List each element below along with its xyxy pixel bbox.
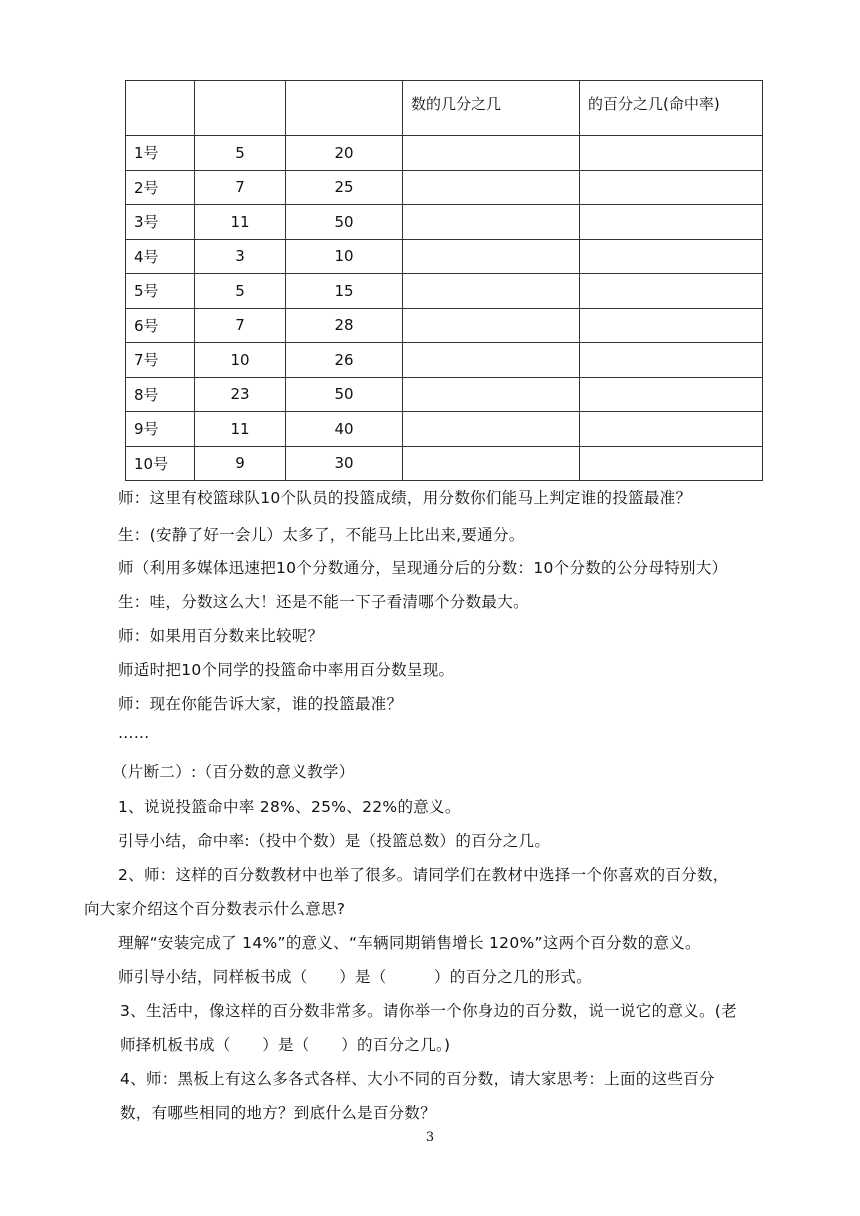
table-cell: 5: [195, 274, 286, 309]
table-cell: [580, 274, 763, 309]
table-cell: 9: [195, 446, 286, 481]
paragraph-line: ……: [118, 724, 150, 742]
header-cell: 数的几分之几: [403, 81, 580, 136]
paragraph-line: 生：哇，分数这么大！还是不能一下子看清哪个分数最大。: [118, 593, 529, 611]
table-cell: 28: [286, 308, 403, 343]
paragraph-line: 师：现在你能告诉大家，谁的投篮最准？: [118, 695, 403, 713]
table-row: [126, 170, 763, 205]
table-cell: 15: [286, 274, 403, 309]
table-cell: 20: [286, 136, 403, 171]
table-cell: 4号: [126, 239, 195, 274]
table-cell: 5: [195, 136, 286, 171]
table-cell: [403, 412, 580, 447]
section-heading: （片断二）:（百分数的意义教学）: [112, 763, 355, 781]
table-cell: 11: [195, 412, 286, 447]
table-row: [126, 205, 763, 240]
table-cell: 7: [195, 170, 286, 205]
table-cell: 40: [286, 412, 403, 447]
table-cell: 7号: [126, 343, 195, 378]
table-cell: 10号: [126, 446, 195, 481]
table-cell: [580, 446, 763, 481]
table-cell: [403, 343, 580, 378]
table-cell: 6号: [126, 308, 195, 343]
table-cell: [580, 343, 763, 378]
table-cell: 10: [286, 239, 403, 274]
table-cell: 3: [195, 239, 286, 274]
table-cell: [403, 205, 580, 240]
table-cell: [403, 446, 580, 481]
table-cell: 30: [286, 446, 403, 481]
table-cell: [403, 170, 580, 205]
shooting-scores-table: [125, 80, 763, 481]
table-row: [126, 343, 763, 378]
table-cell: [580, 205, 763, 240]
header-cell: [195, 81, 286, 136]
table-cell: 2号: [126, 170, 195, 205]
page-number: 3: [425, 1130, 435, 1145]
table-cell: [403, 308, 580, 343]
paragraph-line: 向大家介绍这个百分数表示什么意思?: [84, 900, 346, 918]
paragraph-line: 师：这里有校篮球队10个队员的投篮成绩，用分数你们能马上判定谁的投篮最准？: [118, 489, 692, 507]
header-cell: [286, 81, 403, 136]
paragraph-line: 生：(安静了好一会儿）太多了，不能马上比出来,要通分。: [118, 526, 525, 544]
table-row: [126, 308, 763, 343]
paragraph-line: 师（利用多媒体迅速把10个分数通分，呈现通分后的分数：10个分数的公分母特别大）: [118, 559, 728, 577]
paragraph-line: 数，有哪些相同的地方？到底什么是百分数？: [120, 1104, 437, 1122]
paragraph-line: 师适时把10个同学的投篮命中率用百分数呈现。: [118, 661, 455, 679]
paragraph-line: 理解“安装完成了 14%”的意义、“车辆同期销售增长 120%”这两个百分数的意义。: [118, 934, 701, 952]
table-row: [126, 412, 763, 447]
table-cell: 10: [195, 343, 286, 378]
paragraph-line: 4、师：黑板上有这么多各式各样、大小不同的百分数，请大家思考：上面的这些百分: [120, 1070, 715, 1088]
table-cell: [403, 136, 580, 171]
table-cell: 11: [195, 205, 286, 240]
table-header-row: [126, 81, 763, 136]
table-cell: 23: [195, 377, 286, 412]
table-row: [126, 239, 763, 274]
table-row: [126, 274, 763, 309]
table-cell: 50: [286, 205, 403, 240]
paragraph-line: 师：如果用百分数来比较呢？: [118, 627, 324, 645]
paragraph-line: 2、师：这样的百分数教材中也举了很多。请同学们在教材中选择一个你喜欢的百分数，: [118, 866, 729, 884]
paragraph-line: 师择机板书成（ ）是（ ）的百分之几。): [120, 1036, 451, 1054]
table-cell: 3号: [126, 205, 195, 240]
table-cell: 8号: [126, 377, 195, 412]
table-cell: 9号: [126, 412, 195, 447]
paragraph-line: 1、说说投篮命中率 28%、25%、22%的意义。: [118, 798, 461, 816]
paragraph-line: 师引导小结，同样板书成（ ）是（ ）的百分之几的形式。: [118, 968, 593, 986]
table-cell: 50: [286, 377, 403, 412]
paragraph-line: 引导小结，命中率:（投中个数）是（投篮总数）的百分之几。: [118, 832, 551, 850]
table-cell: 26: [286, 343, 403, 378]
table-cell: [403, 377, 580, 412]
table-row: [126, 136, 763, 171]
table-cell: [580, 136, 763, 171]
table-cell: 7: [195, 308, 286, 343]
header-cell: 的百分之几(命中率): [580, 81, 763, 136]
paragraph-line: 3、生活中，像这样的百分数非常多。请你举一个你身边的百分数，说一说它的意义。(老: [120, 1002, 737, 1020]
table-cell: [403, 239, 580, 274]
table-cell: [580, 412, 763, 447]
table-cell: 5号: [126, 274, 195, 309]
table-cell: [403, 274, 580, 309]
header-cell: [126, 81, 195, 136]
table-row: [126, 446, 763, 481]
table-cell: 1号: [126, 136, 195, 171]
table-cell: [580, 239, 763, 274]
table-cell: [580, 170, 763, 205]
table-cell: 25: [286, 170, 403, 205]
table-cell: [580, 377, 763, 412]
table-row: [126, 377, 763, 412]
table-cell: [580, 308, 763, 343]
